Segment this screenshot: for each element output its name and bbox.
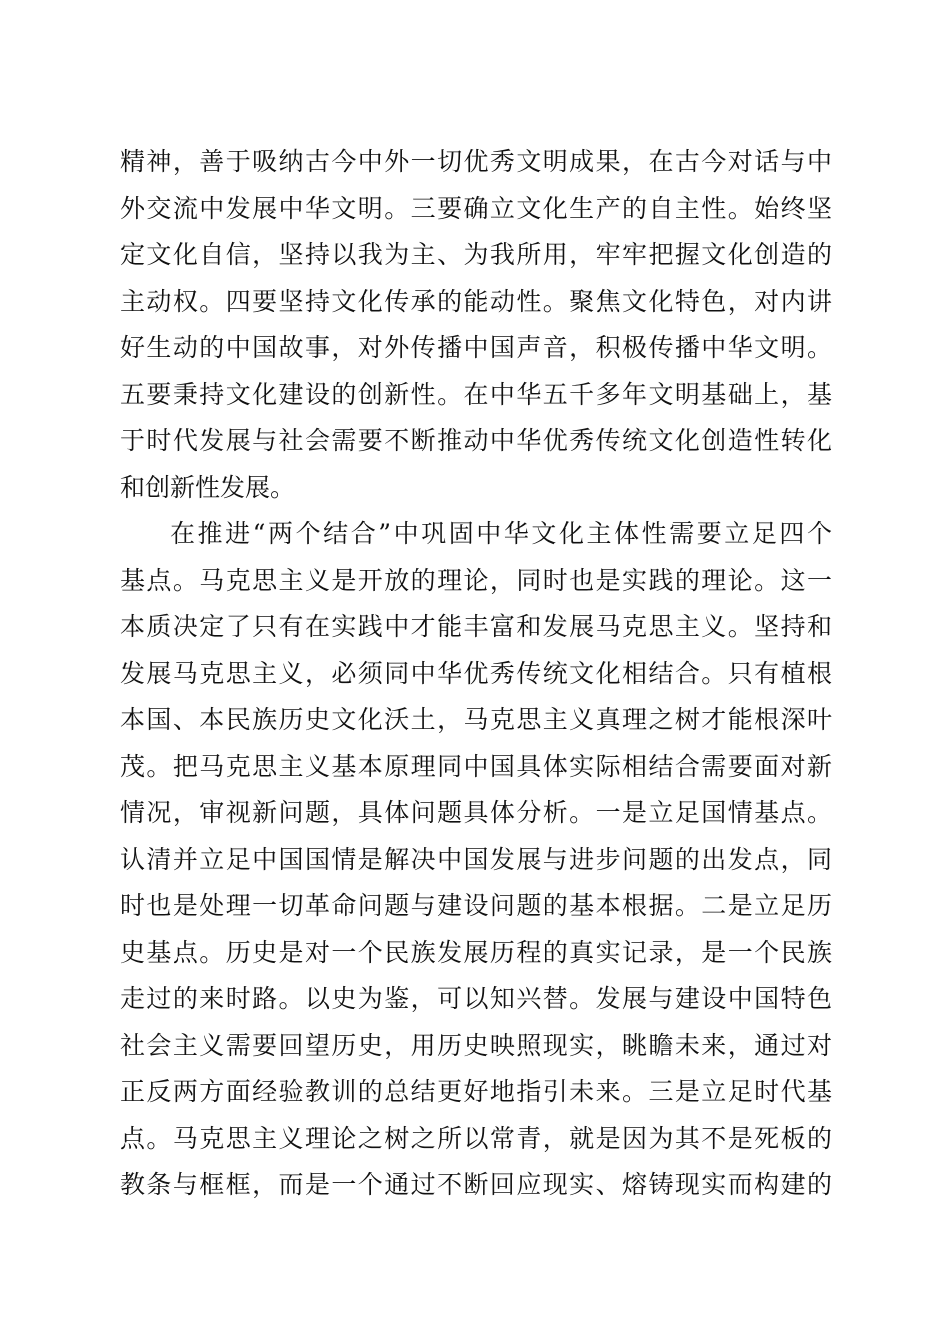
text-line: 本国、本民族历史文化沃土，马克思主义真理之树才能根深叶 (120, 705, 832, 734)
text-line: 精神，善于吸纳古今中外一切优秀文明成果，在古今对话与中 (120, 147, 832, 176)
text-line: 点。马克思主义理论之树之所以常青，就是因为其不是死板的 (120, 1123, 832, 1153)
text-line: 情况，审视新问题，具体问题具体分析。一是立足国情基点。 (120, 798, 832, 827)
text-line: 教条与框框，而是一个通过不断回应现实、熔铸现实而构建的 (120, 1170, 832, 1199)
text-line: 好生动的中国故事，对外传播中国声音，积极传播中华文明。 (120, 333, 832, 362)
text-line: 正反两方面经验教训的总结更好地指引未来。三是立足时代基 (120, 1077, 832, 1106)
text-line: 时也是处理一切革命问题与建设问题的基本根据。二是立足历 (120, 891, 832, 920)
text-line: 于时代发展与社会需要不断推动中华优秀传统文化创造性转化 (120, 426, 832, 455)
text-line: 外交流中发展中华文明。三要确立文化生产的自主性。始终坚 (120, 193, 832, 223)
text-line: 在推进“两个结合”中巩固中华文化主体性需要立足四个 (170, 519, 832, 548)
text-line: 五要秉持文化建设的创新性。在中华五千多年文明基础上，基 (120, 379, 832, 409)
text-line: 主动权。四要坚持文化传承的能动性。聚焦文化特色，对内讲 (120, 286, 832, 316)
paragraph-2 (120, 511, 832, 1209)
text-line: 社会主义需要回望历史，用历史映照现实，眺瞻未来，通过对 (120, 1030, 832, 1060)
text-line: 走过的来时路。以史为鉴，可以知兴替。发展与建设中国特色 (120, 984, 832, 1013)
text-line: 认清并立足中国国情是解决中国发展与进步问题的出发点，同 (120, 844, 832, 874)
paragraph-1 (120, 139, 832, 511)
text-line: 本质决定了只有在实践中才能丰富和发展马克思主义。坚持和 (120, 612, 832, 641)
text-line: 发展马克思主义，必须同中华优秀传统文化相结合。只有植根 (120, 658, 832, 688)
text-line: 定文化自信，坚持以我为主、为我所用，牢牢把握文化创造的 (120, 240, 832, 269)
text-line: 史基点。历史是对一个民族发展历程的真实记录，是一个民族 (120, 937, 832, 967)
text-line: 基点。马克思主义是开放的理论，同时也是实践的理论。这一 (120, 565, 832, 595)
text-line: 和创新性发展。 (120, 472, 296, 502)
text-line: 茂。把马克思主义基本原理同中国具体实际相结合需要面对新 (120, 751, 832, 781)
